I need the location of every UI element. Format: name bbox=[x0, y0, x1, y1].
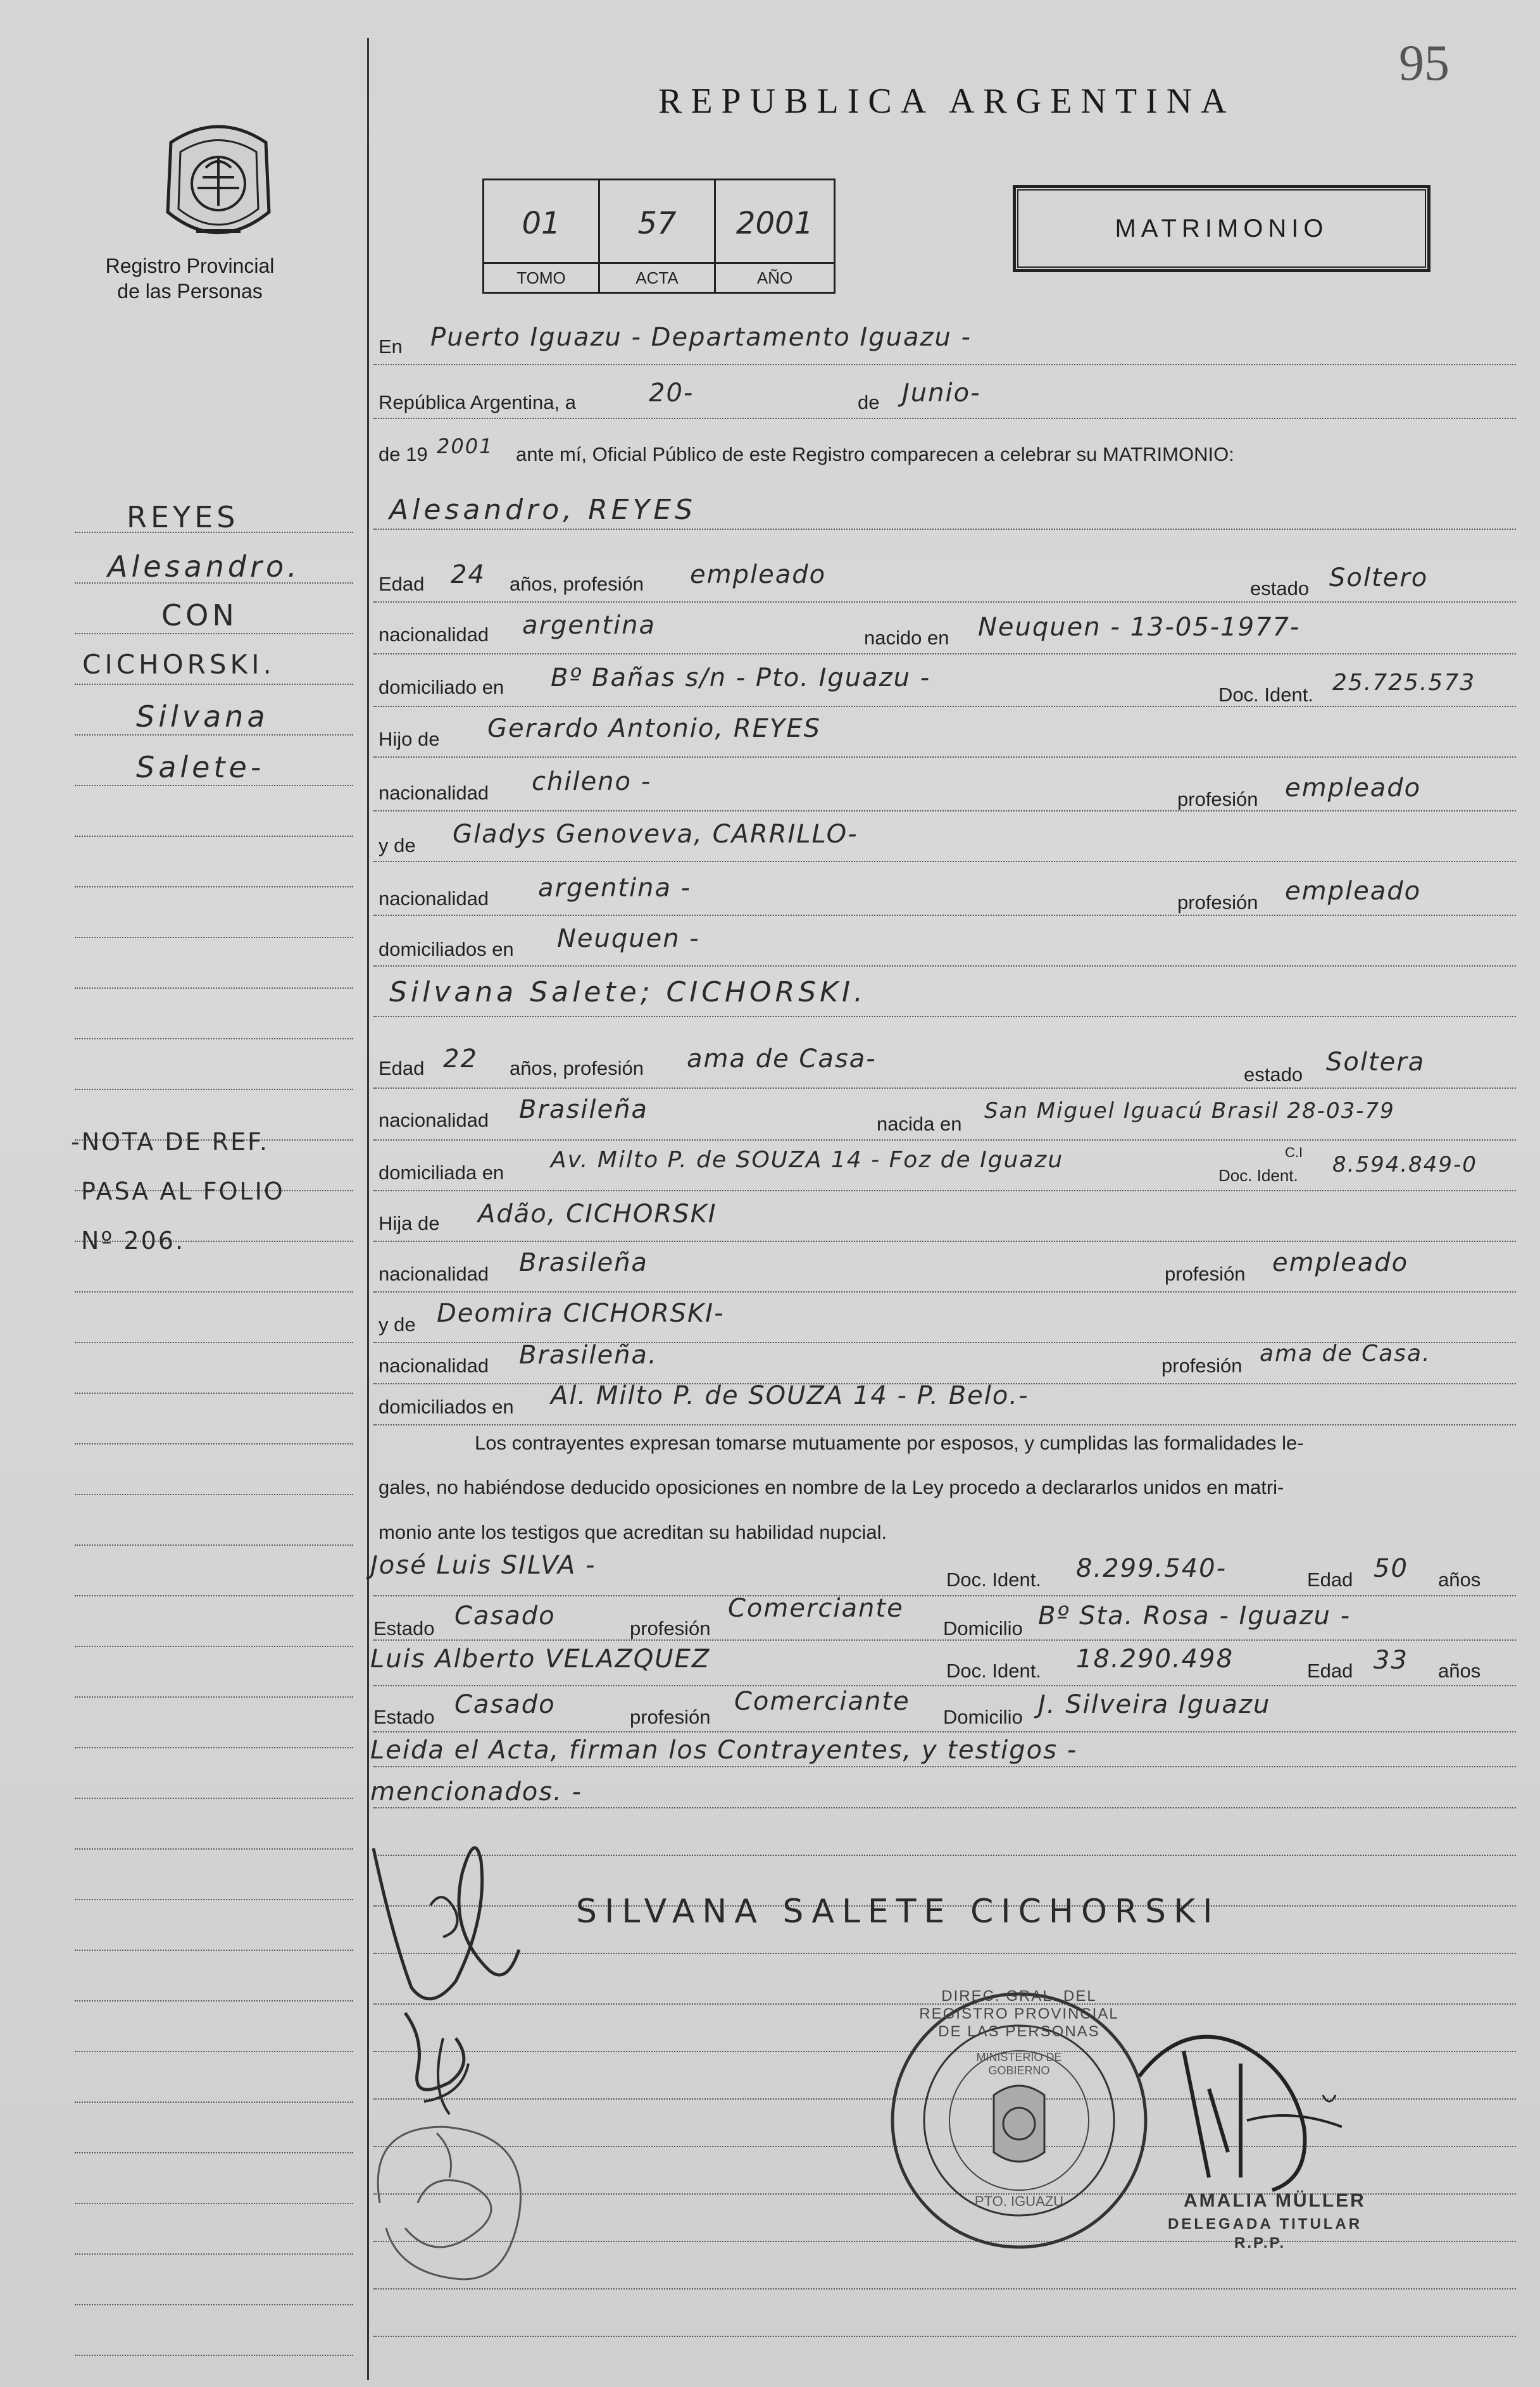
bride-parents-dom-label: domiciliados en bbox=[379, 1396, 514, 1418]
tomo-label: TOMO bbox=[484, 262, 598, 292]
closing-line-2: mencionados. - bbox=[370, 1777, 582, 1807]
day-value: 20- bbox=[649, 379, 694, 408]
record-type-box: MATRIMONIO bbox=[1013, 185, 1430, 272]
ano-label: AÑO bbox=[716, 262, 834, 292]
witness1-age: 50 bbox=[1374, 1554, 1408, 1583]
form-rule bbox=[373, 861, 1516, 862]
provincial-seal-logo bbox=[158, 117, 279, 250]
groom-father: Gerardo Antonio, REYES bbox=[487, 714, 821, 743]
groom-profession: empleado bbox=[690, 560, 827, 589]
year-prefix: de 19 bbox=[379, 443, 428, 465]
official-title: DELEGADA TITULAR bbox=[1168, 2215, 1363, 2233]
acta-label: ACTA bbox=[600, 262, 714, 292]
form-rule bbox=[373, 1241, 1516, 1242]
sidebar-rule bbox=[75, 1646, 353, 1647]
groom-nacido-label: nacido en bbox=[864, 627, 949, 649]
witness2-domicilio-label: Domicilio bbox=[943, 1706, 1023, 1728]
witness1-edad-label: Edad bbox=[1307, 1569, 1353, 1591]
witness2-prof-label: profesión bbox=[630, 1706, 711, 1728]
sidebar-rule bbox=[75, 2304, 353, 2305]
witness2-age: 33 bbox=[1374, 1646, 1408, 1675]
sidebar-rule bbox=[75, 684, 353, 685]
sidebar-rule bbox=[75, 1595, 353, 1596]
witness-signatures bbox=[342, 2000, 582, 2380]
witness2-edad-label: Edad bbox=[1307, 1660, 1353, 1682]
bride-nacida-label: nacida en bbox=[877, 1113, 962, 1135]
groom-name: Alesandro, REYES bbox=[389, 494, 697, 526]
sidebar-rule bbox=[75, 1089, 353, 1090]
ante-text: ante mí, Oficial Público de este Registro comparecen a celebrar su MATRIMONIO: bbox=[516, 443, 1234, 465]
sidebar-rule bbox=[75, 2152, 353, 2153]
groom-status: Soltero bbox=[1329, 563, 1429, 592]
bride-name: Silvana Salete; CICHORSKI. bbox=[389, 976, 867, 1008]
sidebar-rule bbox=[75, 1848, 353, 1850]
bride-address: Av. Milto P. de SOUZA 14 - Foz de Iguazu bbox=[551, 1147, 1064, 1173]
form-rule bbox=[373, 418, 1516, 419]
bride-age: 22 bbox=[443, 1044, 478, 1074]
sidebar-rule bbox=[75, 633, 353, 634]
stamp-inner-text: MINISTERIO DE GOBIERNO bbox=[976, 2051, 1062, 2077]
sidebar-rule bbox=[75, 1798, 353, 1799]
groom-dom-label: domiciliado en bbox=[379, 676, 504, 698]
groom-hijo-label: Hijo de bbox=[379, 728, 440, 750]
witness1-estado-label: Estado bbox=[373, 1617, 435, 1639]
ano-cell bbox=[716, 180, 834, 292]
form-rule bbox=[373, 1807, 1516, 1808]
authority-name bbox=[95, 253, 285, 304]
groom-father-nac-label: nacionalidad bbox=[379, 782, 489, 804]
bride-doc-label: Doc. Ident. bbox=[1218, 1166, 1298, 1185]
bride-anos-label: años, profesión bbox=[510, 1057, 644, 1079]
groom-estado-label: estado bbox=[1250, 577, 1310, 599]
sidebar-rule bbox=[75, 734, 353, 736]
bride-birthplace: San Miguel Iguacú Brasil 28-03-79 bbox=[984, 1098, 1395, 1124]
sidebar-bride-name-2: Salete- bbox=[136, 750, 265, 784]
groom-age: 24 bbox=[451, 560, 485, 589]
witness2-status: Casado bbox=[454, 1690, 556, 1719]
bride-father-nac-label: nacionalidad bbox=[379, 1263, 489, 1285]
groom-doc-label: Doc. Ident. bbox=[1218, 684, 1313, 706]
bride-yde-label: y de bbox=[379, 1313, 416, 1336]
groom-address: Bº Bañas s/n - Pto. Iguazu - bbox=[551, 663, 931, 692]
form-rule bbox=[373, 1855, 1516, 1856]
witness2-name: Luis Alberto VELAZQUEZ bbox=[370, 1645, 711, 1674]
bride-mother-prof-label: profesión bbox=[1161, 1355, 1243, 1377]
legal-text-line-3: monio ante los testigos que acreditan su habilidad nupcial. bbox=[379, 1521, 887, 1543]
bride-profession: ama de Casa- bbox=[687, 1044, 877, 1074]
groom-nationality: argentina bbox=[522, 611, 656, 640]
sidebar-rule bbox=[75, 1899, 353, 1900]
de-label: de bbox=[858, 391, 880, 413]
bride-father-prof-label: profesión bbox=[1165, 1263, 1246, 1285]
witness1-doc: 8.299.540- bbox=[1076, 1554, 1227, 1583]
groom-father-profession: empleado bbox=[1285, 774, 1422, 803]
sidebar-rule bbox=[75, 1950, 353, 1951]
year-value: 2001 bbox=[437, 434, 494, 458]
sidebar-rule bbox=[75, 2000, 353, 2002]
witness2-anos-label: años bbox=[1438, 1660, 1481, 1682]
republica-label: República Argentina, a bbox=[379, 391, 576, 413]
sidebar-rule bbox=[75, 2253, 353, 2255]
sidebar-rule bbox=[75, 1342, 353, 1343]
bride-mother: Deomira CICHORSKI- bbox=[437, 1299, 725, 1328]
form-rule bbox=[373, 1291, 1516, 1293]
bride-mother-nationality: Brasileña. bbox=[519, 1341, 658, 1370]
bride-mother-nac-label: nacionalidad bbox=[379, 1355, 489, 1377]
sidebar-rule bbox=[75, 836, 353, 837]
groom-nac-label: nacionalidad bbox=[379, 623, 489, 646]
form-rule bbox=[373, 756, 1516, 758]
groom-mother-nationality: argentina - bbox=[538, 874, 692, 903]
sidebar-rule bbox=[75, 2203, 353, 2204]
place-value: Puerto Iguazu - Departamento Iguazu - bbox=[430, 323, 972, 352]
bride-nationality: Brasileña bbox=[519, 1095, 648, 1124]
sidebar-rule bbox=[75, 2051, 353, 2052]
bride-parents-address: Al. Milto P. de SOUZA 14 - P. Belo.- bbox=[551, 1381, 1029, 1410]
sidebar-rule bbox=[75, 2102, 353, 2103]
official-signature bbox=[1114, 2026, 1418, 2215]
sidebar-note-1: -NOTA DE REF. bbox=[71, 1128, 269, 1156]
groom-mother-nac-label: nacionalidad bbox=[379, 887, 489, 910]
form-rule bbox=[373, 1595, 1516, 1596]
groom-edad-label: Edad bbox=[379, 573, 425, 595]
tomo-value: 01 bbox=[522, 206, 561, 241]
form-rule bbox=[373, 965, 1516, 967]
sidebar-rule bbox=[75, 1696, 353, 1698]
legal-text-line-2: gales, no habiéndose deducido oposiciones en nombre de la Ley procedo a declararlos unidos en matri- bbox=[379, 1476, 1284, 1498]
witness1-domicilio-label: Domicilio bbox=[943, 1617, 1023, 1639]
acta-cell bbox=[600, 180, 716, 292]
sidebar-rule bbox=[75, 886, 353, 887]
sidebar-bride-surname: CICHORSKI. bbox=[82, 649, 275, 680]
bride-estado-label: estado bbox=[1244, 1063, 1303, 1086]
groom-mother: Gladys Genoveva, CARRILLO- bbox=[453, 820, 858, 849]
form-rule bbox=[373, 529, 1516, 530]
sidebar-rule bbox=[75, 1443, 353, 1444]
form-rule bbox=[373, 1139, 1516, 1141]
witness2-doc-label: Doc. Ident. bbox=[946, 1660, 1041, 1682]
witness1-profession: Comerciante bbox=[728, 1594, 904, 1623]
form-rule bbox=[373, 601, 1516, 603]
form-rule bbox=[373, 653, 1516, 655]
groom-mother-prof-label: profesión bbox=[1177, 891, 1258, 913]
bride-signature-print: SILVANA SALETE CICHORSKI bbox=[576, 1893, 1220, 1931]
groom-parents-address: Neuquen - bbox=[557, 924, 700, 953]
form-rule bbox=[373, 1190, 1516, 1191]
sidebar-rule bbox=[75, 987, 353, 989]
groom-parents-dom-label: domiciliados en bbox=[379, 938, 514, 960]
bride-hija-label: Hija de bbox=[379, 1212, 440, 1234]
form-rule bbox=[373, 915, 1516, 916]
stamp-ring-text: DIREC. GRAL. DEL REGISTRO PROVINCIAL DE LAS PERSONAS bbox=[919, 1988, 1119, 2040]
form-rule bbox=[373, 810, 1516, 811]
ano-value: 2001 bbox=[736, 206, 814, 241]
sidebar-rule bbox=[75, 1038, 353, 1039]
sidebar-con: CON bbox=[161, 598, 238, 632]
stamp-bottom-text: PTO. IGUAZU bbox=[974, 2193, 1064, 2209]
groom-birthplace: Neuquen - 13-05-1977- bbox=[978, 613, 1301, 642]
authority-line-1: Registro Provincial bbox=[105, 254, 275, 277]
form-rule bbox=[373, 706, 1516, 707]
bride-dom-label: domiciliada en bbox=[379, 1162, 504, 1184]
en-label: En bbox=[379, 335, 403, 358]
bride-ci-label: C.I bbox=[1285, 1144, 1303, 1160]
bride-father-nationality: Brasileña bbox=[519, 1248, 648, 1277]
bride-nac-label: nacionalidad bbox=[379, 1109, 489, 1131]
groom-anos-label: años, profesión bbox=[510, 573, 644, 595]
witness1-prof-label: profesión bbox=[630, 1617, 711, 1639]
witness2-profession: Comerciante bbox=[734, 1687, 910, 1716]
witness1-name: José Luis SILVA - bbox=[370, 1551, 596, 1580]
groom-father-prof-label: profesión bbox=[1177, 788, 1258, 810]
sidebar-bride-name-1: Silvana bbox=[136, 699, 269, 734]
sidebar-rule bbox=[75, 1494, 353, 1495]
bride-edad-label: Edad bbox=[379, 1057, 425, 1079]
witness2-estado-label: Estado bbox=[373, 1706, 435, 1728]
authority-line-2: de las Personas bbox=[117, 280, 263, 303]
groom-yde-label: y de bbox=[379, 834, 416, 856]
sidebar-rule bbox=[75, 1393, 353, 1394]
sidebar-rule bbox=[75, 1544, 353, 1546]
sidebar-rule bbox=[75, 1747, 353, 1748]
form-rule bbox=[373, 1953, 1516, 1954]
tomo-cell bbox=[484, 180, 600, 292]
country-title: REPUBLICA ARGENTINA bbox=[658, 82, 1236, 121]
closing-line-1: Leida el Acta, firman los Contrayentes, y testigos - bbox=[370, 1736, 1078, 1765]
sidebar-groom-name: Alesandro. bbox=[108, 549, 301, 584]
form-rule bbox=[373, 1424, 1516, 1425]
bride-father-profession: empleado bbox=[1272, 1248, 1409, 1277]
sidebar-rule bbox=[75, 785, 353, 786]
form-rule bbox=[373, 1685, 1516, 1686]
groom-father-nationality: chileno - bbox=[532, 767, 652, 796]
official-org: R.P.P. bbox=[1234, 2234, 1286, 2252]
form-rule bbox=[373, 1731, 1516, 1732]
witness2-address: J. Silveira Iguazu bbox=[1038, 1690, 1271, 1719]
form-rule bbox=[373, 364, 1516, 365]
witness1-anos-label: años bbox=[1438, 1569, 1481, 1591]
sidebar-rule bbox=[75, 1291, 353, 1293]
form-rule bbox=[373, 1016, 1516, 1017]
sidebar-note-3: Nº 206. bbox=[81, 1227, 185, 1255]
witness1-address: Bº Sta. Rosa - Iguazu - bbox=[1038, 1601, 1351, 1631]
sidebar-rule bbox=[75, 937, 353, 938]
witness1-doc-label: Doc. Ident. bbox=[946, 1569, 1041, 1591]
groom-mother-profession: empleado bbox=[1285, 877, 1422, 906]
form-rule bbox=[373, 1766, 1516, 1767]
form-rule bbox=[373, 1087, 1516, 1089]
legal-text-line-1: Los contrayentes expresan tomarse mutuamente por esposos, y cumplidas las formalidades le- bbox=[475, 1432, 1304, 1454]
witness1-status: Casado bbox=[454, 1601, 556, 1631]
bride-status: Soltera bbox=[1326, 1048, 1425, 1077]
sidebar-note-2: PASA AL FOLIO bbox=[81, 1177, 285, 1205]
groom-doc: 25.725.573 bbox=[1332, 670, 1476, 696]
witness2-doc: 18.290.498 bbox=[1076, 1645, 1234, 1674]
bride-mother-profession: ama de Casa. bbox=[1260, 1341, 1431, 1367]
registry-box bbox=[482, 179, 836, 294]
acta-value: 57 bbox=[637, 206, 677, 241]
official-name: AMALIA MÜLLER bbox=[1184, 2190, 1366, 2211]
sidebar-groom-surname: REYES bbox=[127, 500, 239, 534]
folio-number: 95 bbox=[1399, 35, 1449, 91]
month-value: Junio- bbox=[902, 379, 981, 408]
bride-father: Adão, CICHORSKI bbox=[478, 1200, 717, 1229]
sidebar-rule bbox=[75, 2355, 353, 2356]
bride-doc: 8.594.849-0 bbox=[1332, 1152, 1477, 1177]
